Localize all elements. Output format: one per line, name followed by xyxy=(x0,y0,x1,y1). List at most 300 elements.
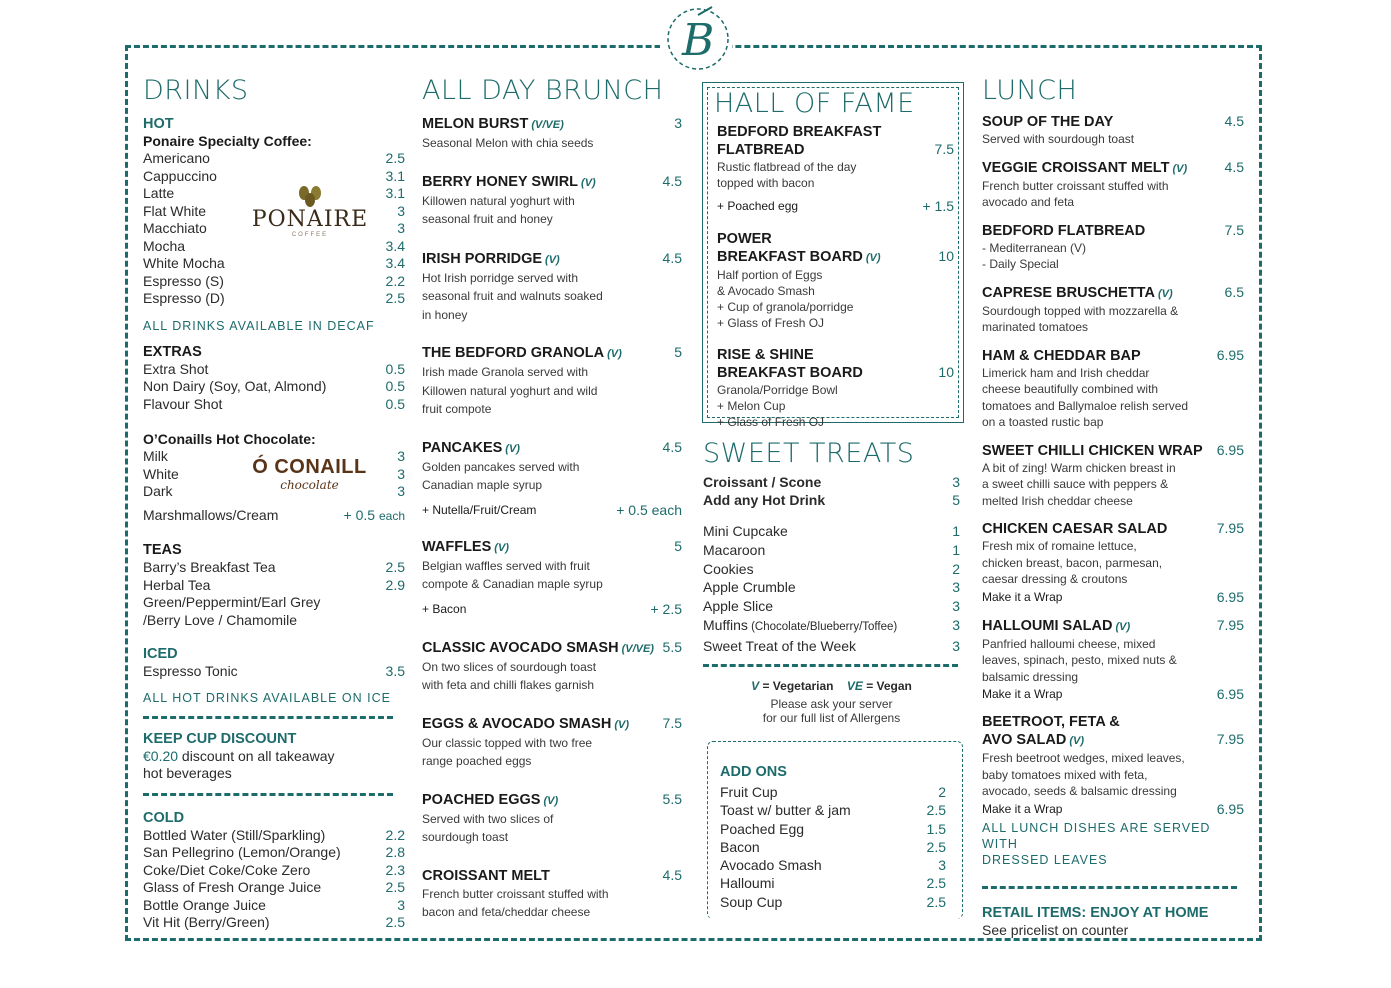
brunch-item xyxy=(422,173,682,229)
chocolate-heading: O’Conaills Hot Chocolate: xyxy=(143,431,316,447)
coffee-item-price: 3.4 xyxy=(385,237,405,254)
wrap-price: 6.95 xyxy=(1216,800,1244,817)
add-on-item-price: 3 xyxy=(938,857,946,874)
add-on-item xyxy=(720,783,946,801)
brunch-price: 4.5 xyxy=(662,866,682,883)
lunch-desc: Limerick ham and Irish cheddar xyxy=(982,365,1150,380)
coffee-item xyxy=(143,255,405,273)
brunch-name: THE BEDFORD GRANOLA xyxy=(422,345,605,361)
extra-item-price: 0.5 xyxy=(385,378,405,394)
tea-varieties-1: Green/Peppermint/Earl Grey xyxy=(143,594,321,610)
tea-varieties-2: /Berry Love / Chamomile xyxy=(143,611,298,628)
brunch-item-head xyxy=(422,867,682,885)
tea-item xyxy=(143,559,405,577)
lunch-price: 7.95 xyxy=(1216,520,1244,536)
lunch-name: VEGGIE CROISSANT MELT xyxy=(982,159,1170,176)
tea-item-price: 2.9 xyxy=(385,576,405,593)
lunch-desc: leaves, spinach, pesto, mixed nuts & xyxy=(982,653,1177,667)
lunch-item-name xyxy=(982,114,1113,131)
lunch-desc: French butter croissant stuffed with xyxy=(982,178,1169,193)
wrap-price: 6.95 xyxy=(1216,686,1244,702)
hof-addon xyxy=(717,197,954,215)
coffee-item-price: 2.5 xyxy=(385,150,405,166)
coffee-item-name: Flat White xyxy=(143,202,207,219)
lunch-item-name xyxy=(982,223,1145,240)
extra-item xyxy=(143,396,405,414)
brunch-price: 5.5 xyxy=(662,638,682,655)
brunch-desc: On two slices of sourdough toast xyxy=(422,659,597,674)
tea-item xyxy=(143,577,405,595)
brunch-item xyxy=(422,344,682,419)
brunch-desc: seasonal fruit and honey xyxy=(422,212,553,226)
chocolate-item-price: 3 xyxy=(397,483,405,499)
dietary-tag: (V) xyxy=(614,718,629,731)
hall-of-fame-title: HALL OF FAME xyxy=(714,88,915,119)
wrap-name: Make it a Wrap xyxy=(982,801,1063,816)
add-on-item-name: Bacon xyxy=(720,838,760,855)
cold-item-name: Coke/Diet Coke/Coke Zero xyxy=(143,861,311,878)
add-ons-title: ADD ONS xyxy=(720,764,787,780)
cold-item xyxy=(143,914,405,932)
brunch-item xyxy=(422,115,682,153)
coffee-item-name: Latte xyxy=(143,185,175,201)
extras-label: EXTRAS xyxy=(143,343,202,360)
tea-item-price: 2.5 xyxy=(385,559,405,575)
combo-item xyxy=(703,474,960,492)
brunch-desc: Served with two slices of xyxy=(422,811,554,826)
coffee-beans-icon xyxy=(250,184,370,208)
coffee-item-price: 3 xyxy=(397,220,405,236)
coffee-item-name: Macchiato xyxy=(143,220,207,236)
brunch-item xyxy=(422,715,682,771)
brunch-item xyxy=(422,538,682,618)
extra-item-price: 0.5 xyxy=(385,360,405,377)
extra-item-price: 0.5 xyxy=(385,395,405,412)
lunch-desc: - Daily Special xyxy=(982,257,1059,271)
brunch-desc: Canadian maple syrup xyxy=(422,478,543,492)
cold-label: COLD xyxy=(143,809,185,826)
brunch-addon xyxy=(422,501,682,519)
lunch-desc: Fresh beetroot wedges, mixed leaves, xyxy=(982,751,1185,765)
brunch-item xyxy=(422,791,682,847)
treat-name xyxy=(703,597,773,616)
treat-label: Macaroon xyxy=(703,541,766,558)
dietary-tag: (V) xyxy=(581,176,596,189)
lunch-price: 6.5 xyxy=(1224,283,1244,300)
add-on-item-name: Poached Egg xyxy=(720,820,805,837)
combo-list xyxy=(703,474,960,509)
allergen-note-2: for our full list of Allergens xyxy=(762,710,901,725)
lunch-desc: chicken breast, bacon, parmesan, xyxy=(982,555,1163,570)
brunch-name: MELON BURST xyxy=(422,116,529,132)
dressed-note-2: DRESSED LEAVES xyxy=(982,852,1108,867)
combo-price: 5 xyxy=(952,491,960,508)
add-on-item-name: Avocado Smash xyxy=(720,857,822,874)
lunch-name: SWEET CHILLI CHICKEN WRAP xyxy=(982,442,1203,459)
lunch-item-head xyxy=(982,731,1244,750)
lunch-desc: melted Irish cheddar cheese xyxy=(982,493,1133,508)
treat-label: Muffins xyxy=(703,616,748,633)
brunch-item-head xyxy=(422,115,682,134)
treat-price: 3 xyxy=(952,637,960,654)
dressed-note-1: ALL LUNCH DISHES ARE SERVED WITH xyxy=(982,820,1211,851)
cold-item-name: Bottle Orange Juice xyxy=(143,896,266,913)
hall-of-fame-list xyxy=(714,124,954,430)
hof-price: 10 xyxy=(938,248,954,264)
hof-name-1: POWER xyxy=(717,231,772,247)
hof-addon-price: + 1.5 xyxy=(922,198,954,214)
lunch-item-name xyxy=(982,732,1084,750)
iced-item-price: 3.5 xyxy=(385,663,405,679)
treat-item xyxy=(703,541,960,560)
coffee-item-price: 3.1 xyxy=(385,167,405,184)
brunch-addon xyxy=(422,600,682,618)
brunch-desc: in honey xyxy=(422,307,468,322)
hof-desc: Granola/Porridge Bowl xyxy=(717,383,838,397)
cold-item xyxy=(143,862,405,880)
brunch-item-name xyxy=(422,174,596,192)
lunch-desc: baby tomatoes mixed with feta, xyxy=(982,767,1148,782)
lunch-item xyxy=(982,347,1244,431)
add-on-item-price: 2.5 xyxy=(926,802,946,819)
lunch-price: 4.5 xyxy=(1224,113,1244,129)
add-on-item-name: Soup Cup xyxy=(720,893,783,910)
brunch-addon-price: + 2.5 xyxy=(650,600,682,617)
sweet-treats-section xyxy=(703,438,960,725)
lunch-price: 7.95 xyxy=(1216,616,1244,633)
hof-item xyxy=(714,124,954,215)
add-on-item-price: 2.5 xyxy=(926,875,946,892)
lunch-desc: - Mediterranean (V) xyxy=(982,240,1087,255)
coffee-item-name: Cappuccino xyxy=(143,167,217,184)
brunch-item-head xyxy=(422,173,682,192)
lunch-item-head xyxy=(982,284,1244,303)
brunch-name: POACHED EGGS xyxy=(422,791,541,808)
treat-price: 3 xyxy=(952,616,960,633)
lunch-item xyxy=(982,617,1244,704)
brunch-price: 5 xyxy=(674,537,682,554)
lunch-name: HALLOUMI SALAD xyxy=(982,617,1113,634)
brunch-item-head xyxy=(422,639,682,658)
coffee-item xyxy=(143,273,405,291)
iced-item-name: Espresso Tonic xyxy=(143,663,238,679)
brunch-item xyxy=(422,639,682,695)
brunch-desc: Seasonal Melon with chia seeds xyxy=(422,136,594,150)
brunch-item-name xyxy=(422,792,558,810)
keepcup-text-2: hot beverages xyxy=(143,765,232,781)
cold-item-price: 2.3 xyxy=(385,861,405,878)
treat-label: Mini Cupcake xyxy=(703,523,788,539)
lunch-item xyxy=(982,113,1244,148)
chocolate-item-price: 3 xyxy=(397,448,405,464)
brunch-desc: Golden pancakes served with xyxy=(422,459,580,474)
lunch-name: SOUP OF THE DAY xyxy=(982,114,1114,130)
coffee-item-name: Espresso (D) xyxy=(143,290,225,306)
brunch-item-name xyxy=(422,539,509,557)
extra-item xyxy=(143,378,405,396)
add-on-item-price: 2 xyxy=(938,784,946,800)
hof-name: BREAKFAST BOARD xyxy=(717,365,863,381)
brunch-item-head xyxy=(422,715,682,734)
add-on-item xyxy=(720,838,946,856)
dietary-tag: (V) xyxy=(1069,735,1084,747)
cold-item-price: 2.5 xyxy=(385,879,405,895)
add-on-item-name: Fruit Cup xyxy=(720,784,778,800)
brunch-item-name xyxy=(422,640,654,658)
allergen-note-1: Please ask your server xyxy=(770,696,893,711)
brunch-price: 3 xyxy=(674,115,682,131)
brunch-name: WAFFLES xyxy=(422,538,492,555)
brunch-desc: with feta and chilli flakes garnish xyxy=(422,678,595,692)
brunch-price: 7.5 xyxy=(662,714,682,731)
coffee-item-name: Espresso (S) xyxy=(143,272,224,289)
marshmallows-name: Marshmallows/Cream xyxy=(143,506,279,523)
brunch-price: 5.5 xyxy=(662,790,682,807)
brunch-name: IRISH PORRIDGE xyxy=(422,250,543,267)
brunch-item-head xyxy=(422,791,682,810)
treat-item xyxy=(703,522,960,541)
sweet-treats-title: SWEET TREATS xyxy=(703,438,915,469)
wrap-option xyxy=(982,685,1244,703)
brunch-item-name xyxy=(422,868,550,885)
cold-item-price: 2.5 xyxy=(385,914,405,930)
coffee-item xyxy=(143,168,405,186)
lunch-desc: a sweet chilli sauce with peppers & xyxy=(982,477,1169,491)
brunch-desc: Killowen natural yoghurt with xyxy=(422,193,575,208)
dietary-tag: (V) xyxy=(1157,287,1173,300)
lunch-name: AVO SALAD xyxy=(982,732,1067,748)
brunch-item-name xyxy=(422,345,622,363)
decaf-note: ALL DRINKS AVAILABLE IN DECAF xyxy=(143,318,375,333)
add-on-item-name: Halloumi xyxy=(720,875,775,892)
keepcup-text-1: €0.20 discount on all takeaway xyxy=(143,747,335,764)
lunch-desc: Fresh mix of romaine lettuce, xyxy=(982,539,1137,553)
brunch-item-name xyxy=(422,116,564,134)
treat-name xyxy=(703,616,897,637)
hof-name-1: RISE & SHINE xyxy=(717,347,814,363)
brunch-desc: bacon and feta/cheddar cheese xyxy=(422,905,591,919)
hof-item xyxy=(714,347,954,430)
extra-item-name: Non Dairy (Soy, Oat, Almond) xyxy=(143,378,327,394)
hof-desc: & Avocado Smash xyxy=(717,284,815,298)
add-on-item-price: 1.5 xyxy=(926,820,946,837)
brunch-price: 5 xyxy=(674,344,682,360)
brunch-price: 4.5 xyxy=(662,438,682,455)
dietary-tag: (V) xyxy=(607,348,622,360)
combo-name: Croissant / Scone xyxy=(703,474,822,490)
brunch-item-name xyxy=(422,440,520,458)
lunch-title: LUNCH xyxy=(982,75,1078,106)
treat-label: Apple Slice xyxy=(703,598,774,615)
wrap-option xyxy=(982,800,1244,818)
add-on-item xyxy=(720,856,946,874)
brunch-desc: Belgian waffles served with fruit xyxy=(422,558,590,573)
brunch-desc: fruit compote xyxy=(422,402,492,416)
coffee-item xyxy=(143,238,405,256)
wrap-name: Make it a Wrap xyxy=(982,687,1063,701)
lunch-item-name xyxy=(982,618,1130,636)
treat-price: 1 xyxy=(952,541,960,558)
add-on-item xyxy=(720,893,946,911)
marshmallows-price: + 0.5 each xyxy=(343,506,405,523)
add-on-item xyxy=(720,874,946,892)
coffee-item-price: 3.1 xyxy=(385,185,405,201)
add-on-item-price: 2.5 xyxy=(926,838,946,855)
add-on-item xyxy=(720,801,946,819)
coffee-item-price: 3.4 xyxy=(385,255,405,271)
brunch-item-head xyxy=(422,250,682,269)
dietary-tag: (V) xyxy=(1172,162,1188,175)
iced-item xyxy=(143,663,405,681)
lunch-item xyxy=(982,714,1244,818)
brunch-price: 4.5 xyxy=(662,249,682,266)
lunch-item-head xyxy=(982,159,1244,178)
dietary-tag: (V/VE) xyxy=(621,642,654,655)
ponaire-heading: Ponaire Specialty Coffee: xyxy=(143,133,312,149)
brunch-addon-price: + 0.5 each xyxy=(616,501,682,518)
cold-item-name: Vit Hit (Berry/Green) xyxy=(143,914,270,930)
marshmallows-row xyxy=(143,507,405,526)
ice-note: ALL HOT DRINKS AVAILABLE ON ICE xyxy=(143,690,391,705)
brunch-desc: French butter croissant stuffed with xyxy=(422,886,609,901)
hof-desc: topped with bacon xyxy=(717,176,815,190)
cold-item xyxy=(143,827,405,845)
cold-item-price: 2.8 xyxy=(385,844,405,860)
treat-label: Apple Crumble xyxy=(703,579,796,596)
lunch-name-1: BEETROOT, FETA & xyxy=(982,714,1120,730)
hof-name-2 xyxy=(717,142,805,159)
brunch-item-head xyxy=(422,538,682,557)
add-on-item-name: Toast w/ butter & jam xyxy=(720,802,851,819)
brunch-item xyxy=(422,867,682,922)
coffee-item-name: White Mocha xyxy=(143,255,225,271)
dietary-tag: (V/VE) xyxy=(531,119,564,131)
hof-name-1: BEDFORD BREAKFAST xyxy=(717,124,882,140)
lunch-desc: cheese beautifully combined with xyxy=(982,382,1159,396)
tea-item-name: Barry’s Breakfast Tea xyxy=(143,559,276,575)
brunch-addon-name: + Nutella/Fruit/Cream xyxy=(422,502,537,517)
cold-item-name: Glass of Fresh Orange Juice xyxy=(143,879,322,895)
chocolate-item-name: Dark xyxy=(143,483,173,499)
brunch-name: CROISSANT MELT xyxy=(422,867,550,884)
lunch-desc: Served with sourdough toast xyxy=(982,132,1135,146)
hot-label: HOT xyxy=(143,116,174,132)
lunch-price: 6.95 xyxy=(1216,346,1244,363)
coffee-item xyxy=(143,290,405,308)
treat-item xyxy=(703,578,960,597)
lunch-name: CHICKEN CAESAR SALAD xyxy=(982,521,1168,537)
lunch-desc: caesar dressing & croutons xyxy=(982,572,1128,586)
chocolate-item-price: 3 xyxy=(397,465,405,482)
combo-price: 3 xyxy=(952,474,960,490)
dietary-tag: (V) xyxy=(543,794,559,807)
lunch-item-name xyxy=(982,160,1187,178)
brunch-addon-name: + Bacon xyxy=(422,601,467,616)
brunch-desc: compote & Canadian maple syrup xyxy=(422,577,603,591)
treat-name xyxy=(703,560,754,579)
lunch-item-head xyxy=(982,520,1244,538)
keepcup-label: KEEP CUP DISCOUNT xyxy=(143,730,297,747)
lunch-item-head xyxy=(982,222,1244,240)
lunch-desc: marinated tomatoes xyxy=(982,320,1089,334)
chocolate-item-name: White xyxy=(143,465,179,482)
lunch-item xyxy=(982,222,1244,273)
dietary-tag: (V) xyxy=(865,252,881,264)
iced-label: ICED xyxy=(143,646,178,662)
lunch-desc: on a toasted rustic bap xyxy=(982,415,1104,429)
divider xyxy=(703,664,958,667)
hof-name: FLATBREAD xyxy=(717,142,805,158)
lunch-item xyxy=(982,284,1244,336)
treat-list xyxy=(703,522,960,656)
coffee-item-price: 2.2 xyxy=(385,272,405,289)
hof-name-2 xyxy=(717,249,880,267)
lunch-desc: Panfried halloumi cheese, mixed xyxy=(982,636,1156,651)
treat-label: Cookies xyxy=(703,560,754,577)
drinks-title: DRINKS xyxy=(143,75,249,106)
brunch-title: ALL DAY BRUNCH xyxy=(422,75,664,106)
combo-name: Add any Hot Drink xyxy=(703,491,826,508)
hof-name-2 xyxy=(717,365,863,382)
brunch-desc: Our classic topped with two free xyxy=(422,735,593,750)
brunch-item xyxy=(422,250,682,325)
brunch-list xyxy=(422,115,682,922)
treat-name xyxy=(703,637,856,656)
dietary-legend: V = Vegetarian VE = Vegan xyxy=(751,678,912,693)
hof-item-head xyxy=(717,364,954,382)
brunch-item-head xyxy=(422,344,682,363)
cold-item-price: 2.2 xyxy=(385,826,405,843)
retail-text: See pricelist on counter xyxy=(982,921,1129,938)
lunch-desc: balsamic dressing xyxy=(982,669,1079,684)
coffee-item-name: Americano xyxy=(143,150,210,166)
combo-item xyxy=(703,492,960,510)
brunch-name: BERRY HONEY SWIRL xyxy=(422,173,579,190)
extra-item-name: Flavour Shot xyxy=(143,395,223,412)
extra-item-name: Extra Shot xyxy=(143,360,209,377)
lunch-item-name xyxy=(982,285,1173,303)
treat-price: 1 xyxy=(952,523,960,539)
lunch-name: CAPRESE BRUSCHETTA xyxy=(982,284,1155,301)
lunch-list xyxy=(982,113,1244,818)
cold-item-name: San Pellegrino (Lemon/Orange) xyxy=(143,844,341,860)
hof-name: BREAKFAST BOARD xyxy=(717,249,863,265)
add-on-item xyxy=(720,820,946,838)
hof-item-head xyxy=(717,248,954,267)
treat-name xyxy=(703,541,765,560)
hof-desc: + Glass of Fresh OJ xyxy=(717,415,825,429)
brunch-name: EGGS & AVOCADO SMASH xyxy=(422,715,612,732)
lunch-item-name xyxy=(982,348,1141,365)
lunch-item xyxy=(982,442,1244,510)
lunch-desc: tomatoes and Ballymaloe relish served xyxy=(982,398,1189,413)
hof-item xyxy=(714,231,954,331)
divider xyxy=(143,793,393,796)
lunch-desc: Sourdough topped with mozzarella & xyxy=(982,303,1179,318)
hof-desc: + Cup of granola/porridge xyxy=(717,300,854,314)
lunch-item-head xyxy=(982,617,1244,636)
brunch-desc: Hot Irish porridge served with xyxy=(422,270,579,285)
brunch-item xyxy=(422,439,682,519)
hof-price: 10 xyxy=(938,364,954,380)
divider xyxy=(982,886,1237,889)
cold-item-name: Bottled Water (Still/Sparkling) xyxy=(143,826,326,843)
lunch-price: 4.5 xyxy=(1224,158,1244,175)
brunch-desc: sourdough toast xyxy=(422,830,509,844)
brunch-desc: Killowen natural yoghurt and wild xyxy=(422,383,598,398)
add-ons-list xyxy=(720,783,946,911)
dietary-tag: (V) xyxy=(494,541,509,554)
